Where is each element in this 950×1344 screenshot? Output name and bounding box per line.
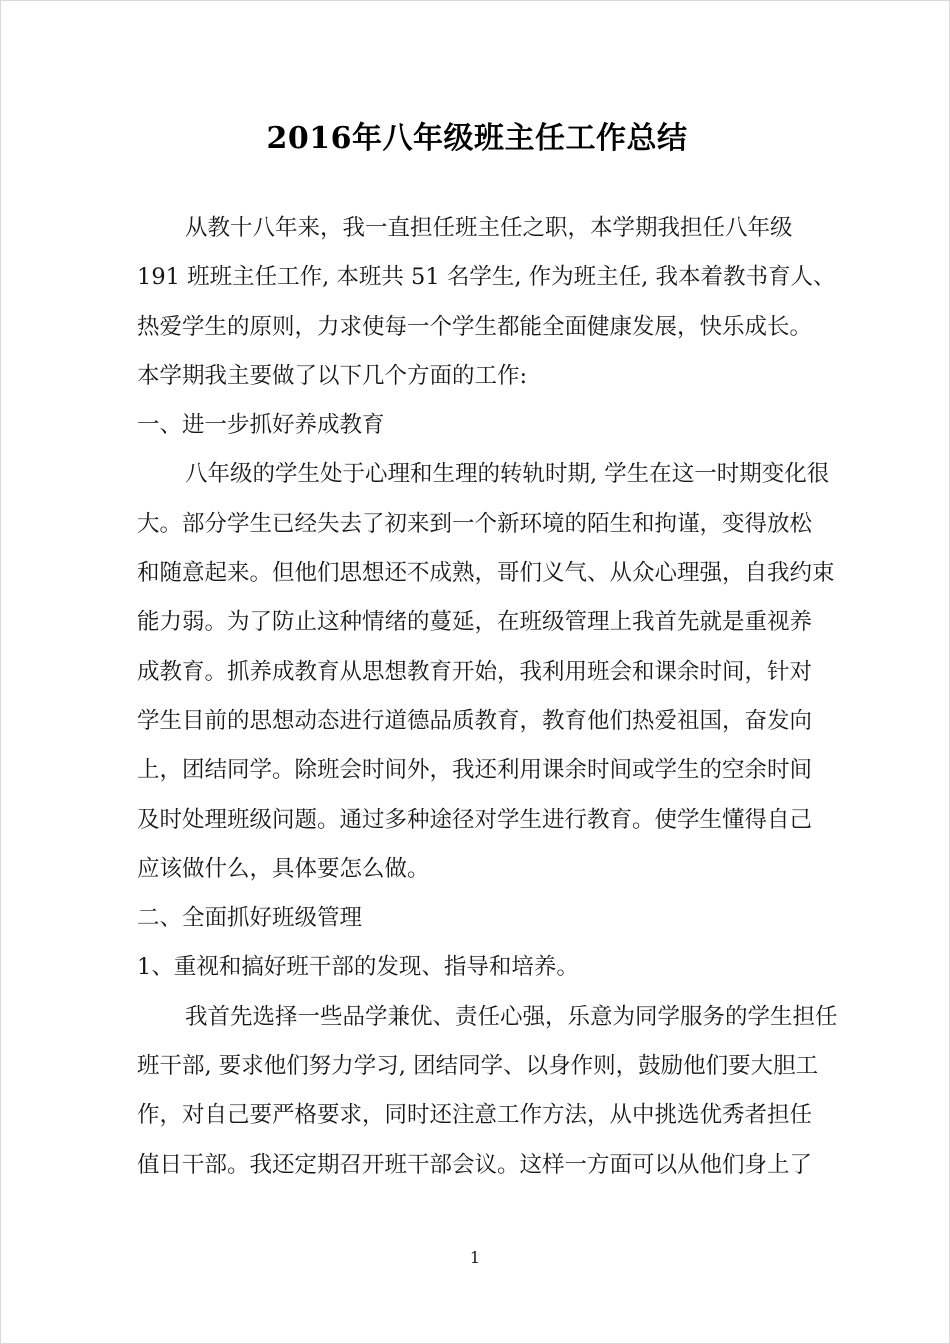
body-line: 二、全面抓好班级管理: [137, 905, 363, 932]
body-line: 一、进一步抓好养成教育: [137, 412, 385, 439]
document-content: [137, 0, 838, 1190]
body-line: 学生目前的思想动态进行道德品质教育，教育他们热爱祖国，奋发向: [137, 707, 813, 734]
body-line: 我首先选择一些品学兼优、责任心强，乐意为同学服务的学生担任: [185, 1003, 838, 1030]
document-body: [137, 204, 838, 1190]
body-line: 班干部, 要求他们努力学习, 团结同学、以身作则，鼓励他们要大胆工: [137, 1053, 819, 1080]
body-line: 191 班班主任工作, 本班共 51 名学生, 作为班主任, 我本着教书育人、: [137, 264, 836, 291]
body-line: 成教育。抓养成教育从思想教育开始，我利用班会和课余时间，针对: [137, 658, 813, 685]
body-line: 从教十八年来，我一直担任班主任之职，本学期我担任八年级: [185, 215, 793, 241]
body-line: 值日干部。我还定期召开班干部会议。这样一方面可以从他们身上了: [137, 1151, 813, 1178]
body-line: 1、重视和搞好班干部的发现、指导和培养。: [137, 954, 579, 981]
body-line: 能力弱。为了防止这种情绪的蔓延，在班级管理上我首先就是重视养: [137, 609, 813, 636]
body-line: 作，对自己要严格要求，同时还注意工作方法，从中挑选优秀者担任: [137, 1102, 813, 1129]
page-number: 1: [469, 1248, 481, 1267]
body-line: 及时处理班级问题。通过多种途径对学生进行教育。使学生懂得自己: [137, 806, 813, 833]
body-line: 和随意起来。但他们思想还不成熟，哥们义气、从众心理强，自我约束: [137, 560, 835, 587]
body-line: 本学期我主要做了以下几个方面的工作:: [137, 362, 528, 389]
body-line: 上，团结同学。除班会时间外，我还利用课余时间或学生的空余时间: [137, 757, 813, 784]
body-line: 热爱学生的原则，力求使每一个学生都能全面健康发展，快乐成长。: [137, 313, 813, 340]
page-title: 2016年八年级班主任工作总结: [266, 121, 688, 156]
body-line: 大。部分学生已经失去了初来到一个新环境的陌生和拘谨，变得放松: [137, 510, 813, 537]
body-line: 八年级的学生处于心理和生理的转轨时期, 学生在这一时期变化很: [185, 461, 830, 488]
body-line: 应该做什么，具体要怎么做。: [137, 855, 430, 882]
